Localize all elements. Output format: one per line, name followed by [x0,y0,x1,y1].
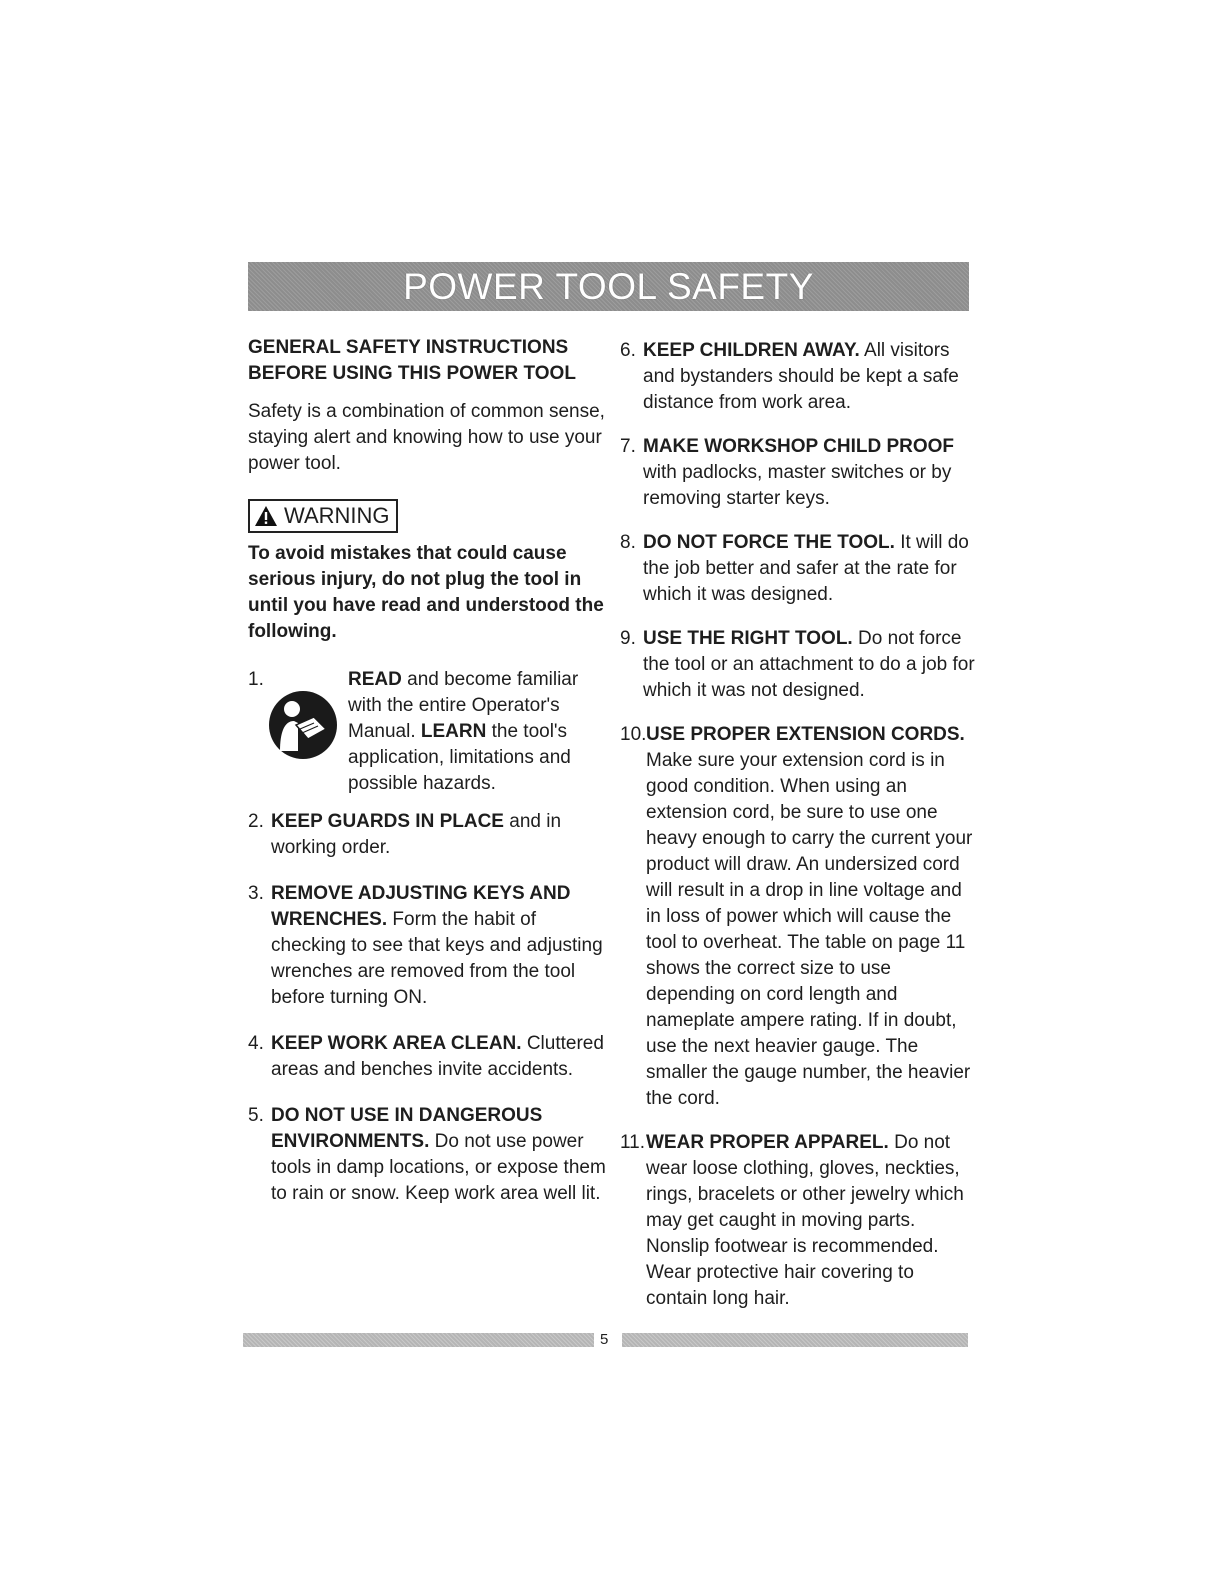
item-heading: USE PROPER EXTENSION CORDS. [646,724,965,745]
item-number: 3. [248,883,264,904]
warning-label-text: WARNING [284,503,390,528]
item-heading: KEEP WORK AREA CLEAN. [271,1033,522,1054]
list-item [620,1130,980,1312]
right-column [620,338,980,1330]
item-heading: WEAR PROPER APPAREL. [646,1132,889,1153]
list-item [248,1031,608,1083]
item-number: 5. [248,1105,264,1126]
item-heading: USE THE RIGHT TOOL. [643,628,853,649]
warning-text: To avoid mistakes that could cause serious injury, do not plug the tool in until you have read and understood the following. [248,543,604,642]
item-number: 10. [620,724,647,745]
item-text: Cluttered areas and benches invite accidents. [271,1033,604,1080]
general-safety-heading: GENERAL SAFETY INSTRUCTIONS BEFORE USING THIS POWER TOOL [248,337,576,384]
item-text: Make sure your extension cord is in good condition. When using an extension cord, be sure to use one heavy enough to carry the current your product will draw. An undersized cord will result in a drop in line voltage and in loss of power which will cause the tool to overheat. The table on page 11 shows the correct size to use depending on cord length and nameplate ampere rating. If in doubt, use the next heavier gauge. The smaller the gauge number, the heavier the cord. [646,750,973,1109]
item-number: 6. [620,340,636,361]
item-number: 8. [620,532,636,553]
item-text: It will do the job better and safer at the rate for which it was designed. [643,532,969,605]
item-number: 2. [248,811,264,832]
item-number: 7. [620,436,636,457]
list-item [620,722,980,1112]
item-heading: DO NOT USE IN DANGEROUS ENVIRONMENTS. [271,1105,543,1152]
item-text: Do not force the tool or an attachment to do a job for which it was not designed. [643,628,975,701]
warning-label [248,499,398,533]
item-number: 1. [248,669,264,690]
list-item [248,667,608,799]
item-heading: DO NOT FORCE THE TOOL. [643,532,895,553]
page-number: 5 [600,1331,609,1348]
page-title: POWER TOOL SAFETY [403,265,814,307]
list-item [248,1103,608,1207]
item-text: Form the habit of checking to see that keys and adjusting wrenches are removed from the tool before turning ON. [271,909,603,1008]
list-item [620,338,980,416]
item-heading: REMOVE ADJUSTING KEYS AND WRENCHES. [271,883,571,930]
item-number: 4. [248,1033,264,1054]
warning-triangle-icon [254,505,278,527]
item-heading: KEEP CHILDREN AWAY. [643,340,860,361]
list-item [620,434,980,512]
list-item [620,626,980,704]
item-text: Do not use power tools in damp locations, or expose them to rain or snow. Keep work area well lit. [271,1131,606,1204]
left-column [248,335,608,1227]
item-number: 11. [620,1132,646,1153]
item-text: and in working order. [271,811,562,858]
item-text: with padlocks, master switches or by removing starter keys. [643,462,952,509]
footer-bar-right [622,1333,968,1347]
read-manual-icon [268,689,338,761]
item-heading: KEEP GUARDS IN PLACE [271,811,504,832]
list-item [248,881,608,1011]
footer-bar-left [243,1333,594,1347]
list-item [248,809,608,861]
item-text: All visitors and bystanders should be kept a safe distance from work area. [643,340,959,413]
item-text: Do not wear loose clothing, gloves, neckties, rings, bracelets or other jewelry which may get caught in moving parts. Nonslip footwear is recommended. Wear protective hair covering to contain long hair. [646,1132,964,1309]
item-number: 9. [620,628,636,649]
item-body: READ and become familiar with the entire Operator's Manual. LEARN the tool's application, limitations and possible hazards. [348,669,579,794]
intro-paragraph: Safety is a combination of common sense, staying alert and knowing how to use your power tool. [248,401,605,474]
section-banner [248,262,969,311]
item-heading: MAKE WORKSHOP CHILD PROOF [643,436,955,457]
list-item [620,530,980,608]
